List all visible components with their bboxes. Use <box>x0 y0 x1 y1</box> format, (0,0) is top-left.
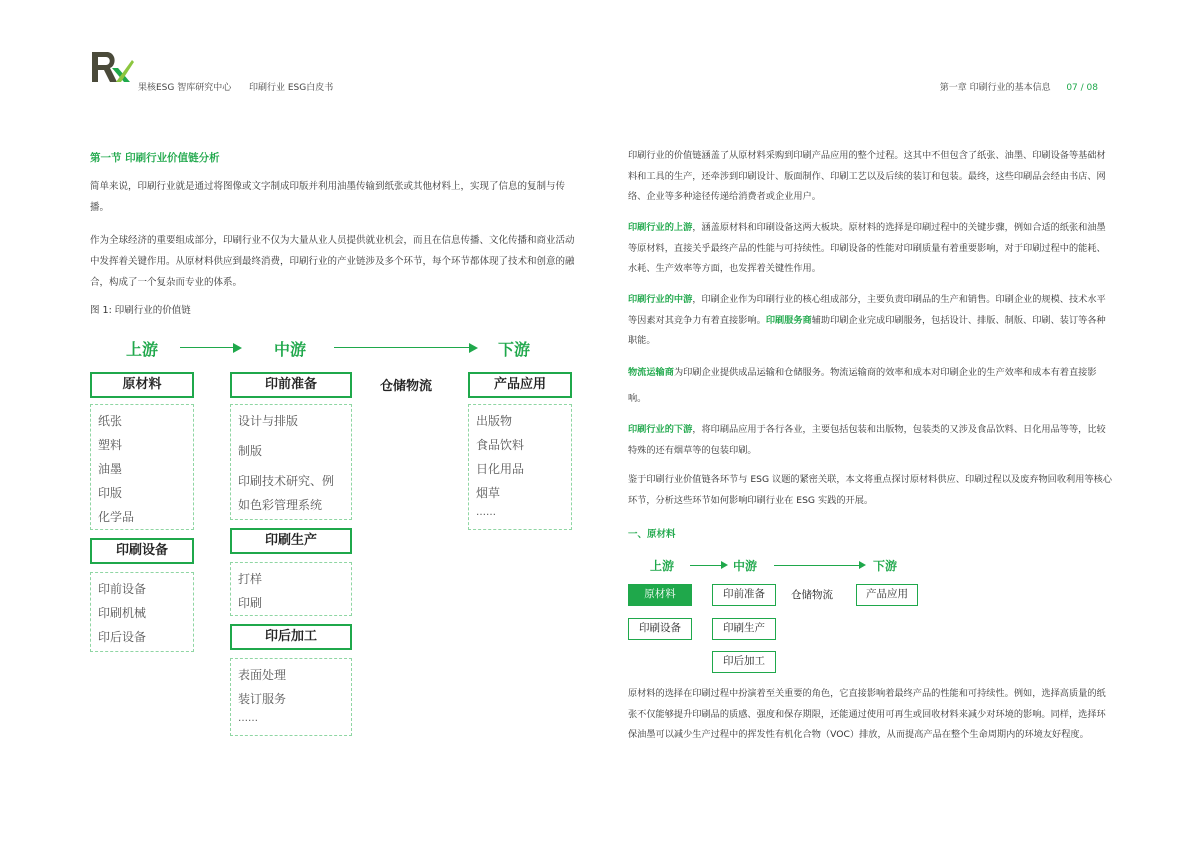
highlight-upstream: 印刷行业的上游 <box>628 222 693 233</box>
list-production <box>230 562 352 616</box>
left-paragraph-2: 作为全球经济的重要组成部分，印刷行业不仅为大量从业人员提供就业机会，而且在信息传播、文化传播和商业活动中发挥着关键作用。从原材料供应到最终消费，印刷行业的产业链涉及多个环节，每个环节都体现了技术和创意的融合，构成了一个复杂而专业的体系。 <box>90 235 575 288</box>
rx-logo-icon <box>90 46 134 86</box>
list-item: 日化用品 <box>476 462 525 476</box>
header-org: 果核ESG 智库研究中心 <box>138 83 232 93</box>
right-paragraph-midstream <box>628 290 1112 352</box>
paragraph-text: ，将印刷品应用于各行各业，主要包括包装和出版物，包装类的又涉及食品饮料、日化用品等等，比较特殊的还有烟草等的包装印刷。 <box>628 424 1106 456</box>
box-postpress: 印后加工 <box>230 624 352 650</box>
list-item: 打样 <box>238 572 263 586</box>
highlight-logistics: 物流运输商 <box>628 367 674 378</box>
list-item: 塑料 <box>98 438 123 452</box>
small-box-prepress: 印前准备 <box>712 584 776 606</box>
list-item: 印后设备 <box>98 630 147 644</box>
list-item: 纸张 <box>98 414 123 428</box>
small-box-production: 印刷生产 <box>712 618 776 640</box>
list-printing-equipment <box>90 572 194 652</box>
box-printing-equipment: 印刷设备 <box>90 538 194 564</box>
list-item: 印前设备 <box>98 582 147 596</box>
right-paragraph-1: 印刷行业的价值链涵盖了从原材料采购到印刷产品应用的整个过程。这其中不但包含了纸张、油墨、印刷设备等基础材料和工具的生产，还牵涉到印刷设计、版面制作、印刷工艺以及后续的装订和包装。最终，这些印刷品会经由书店、网络、企业等多种途径传递给消费者或企业用户。 <box>628 150 1106 202</box>
list-item: 装订服务 <box>238 692 287 706</box>
arrow-mid-down <box>334 347 470 348</box>
highlight-downstream: 印刷行业的下游 <box>628 424 693 435</box>
paragraph-text: 辅助印刷企业完成印刷服务，包括设计、排版、制版、印刷、装订等各种职能。 <box>628 314 1106 346</box>
small-arrow-head-2 <box>859 561 866 569</box>
small-arrow-head-1 <box>721 561 728 569</box>
header-page-number: 07 / 08 <box>1066 83 1098 93</box>
stage-midstream: 中游 <box>274 340 307 359</box>
small-box-equipment: 印刷设备 <box>628 618 692 640</box>
list-item: …… <box>476 507 496 518</box>
stage-downstream: 下游 <box>498 340 531 359</box>
label-logistics: 仓储物流 <box>380 379 433 394</box>
small-label-logistics: 仓储物流 <box>791 589 833 601</box>
box-raw-materials: 原材料 <box>90 372 194 398</box>
small-stage-downstream: 下游 <box>873 559 898 573</box>
left-paragraph-1: 简单来说，印刷行业就是通过将图像或文字制成印版并利用油墨传输到纸张或其他材料上，实现了信息的复制与传播。 <box>90 181 566 213</box>
list-item: 印刷技术研究、例 <box>238 474 335 488</box>
paragraph-text: 为印刷企业提供成品运输和仓储服务。物流运输商的效率和成本对印刷企业的生产效率和成本有着直接影响。 <box>628 367 1097 404</box>
logo <box>90 46 134 86</box>
right-paragraph-downstream <box>628 420 1112 461</box>
list-item: 印版 <box>98 486 123 500</box>
paragraph-text: ，印刷企业作为印刷行业的核心组成部分，主要负责印刷品的生产和销售。印刷企业的规模、技术水平等因素对其竞争力有着直接影响。 <box>628 294 1106 326</box>
list-product-applications <box>468 404 572 530</box>
list-item: 出版物 <box>476 414 513 428</box>
stage-upstream: 上游 <box>126 340 159 359</box>
list-item: 如色彩管理系统 <box>238 498 323 512</box>
right-paragraph-raw-materials: 原材料的选择在印刷过程中扮演着至关重要的角色，它直接影响着最终产品的性能和可持续性。例如，选择高质量的纸张不仅能够提升印刷品的质感、强度和保存期限，还能通过使用可再生或回收材料来减少对环境的影响。同样，选择环保油墨可以减少生产过程中的挥发性有机化合物（VOC）排放，从而提高产品在整个生命周期内的环境友好程度。 <box>628 688 1106 740</box>
list-raw-materials <box>90 404 194 530</box>
small-stage-midstream: 中游 <box>733 559 758 573</box>
box-production: 印刷生产 <box>230 528 352 554</box>
list-item: 表面处理 <box>238 668 287 682</box>
list-item: 印刷机械 <box>98 606 147 620</box>
box-product-applications: 产品应用 <box>468 372 572 398</box>
highlight-midstream: 印刷行业的中游 <box>628 294 693 305</box>
highlight-service-provider: 印刷服务商 <box>765 314 812 326</box>
header-doc-title: 印刷行业 ESG白皮书 <box>249 83 334 93</box>
right-paragraph-esg: 鉴于印刷行业价值链各环节与 ESG 议题的紧密关联，本文将重点探讨原材料供应、印刷过程以及废弃物回收利用等核心环节，分析这些环节如何影响印刷行业在 ESG 实践的开展。 <box>628 474 1112 506</box>
small-box-postpress: 印后加工 <box>712 651 776 673</box>
box-prepress: 印前准备 <box>230 372 352 398</box>
list-item: …… <box>238 713 258 724</box>
list-item: 印刷 <box>238 596 263 610</box>
small-box-raw-materials: 原材料 <box>628 584 692 606</box>
arrow-head-2 <box>469 343 478 353</box>
paragraph-text: ，涵盖原材料和印刷设备这两大板块。原材料的选择是印刷过程中的关键步骤，例如合适的纸张和油墨等原材料，直接关乎最终产品的性能与可持续性。印刷设备的性能对印刷质量有着重要影响，对于印刷过程中的能耗、水耗、生产效率等方面，也发挥着关键性作用。 <box>628 222 1106 274</box>
header-chapter: 第一章 印刷行业的基本信息 <box>939 83 1051 93</box>
list-postpress <box>230 658 352 736</box>
small-stage-upstream: 上游 <box>650 559 675 573</box>
small-box-products: 产品应用 <box>856 584 918 606</box>
figure-caption: 图 1: 印刷行业的价值链 <box>90 305 191 316</box>
arrow-head-1 <box>233 343 242 353</box>
subsection-title: 一、原材料 <box>628 529 676 540</box>
right-paragraph-upstream <box>628 218 1112 280</box>
arrow-up-mid <box>180 347 234 348</box>
list-item: 烟草 <box>476 486 501 500</box>
list-item: 食品饮料 <box>476 438 525 452</box>
right-paragraph-logistics <box>628 360 1112 412</box>
small-arrow-1 <box>690 565 722 566</box>
section-title: 第一节 印刷行业价值链分析 <box>90 152 220 164</box>
list-item: 设计与排版 <box>238 414 299 428</box>
list-item: 化学品 <box>98 510 135 524</box>
small-arrow-2 <box>774 565 860 566</box>
list-prepress <box>230 404 352 520</box>
list-item: 制版 <box>238 444 263 458</box>
list-item: 油墨 <box>98 462 123 476</box>
